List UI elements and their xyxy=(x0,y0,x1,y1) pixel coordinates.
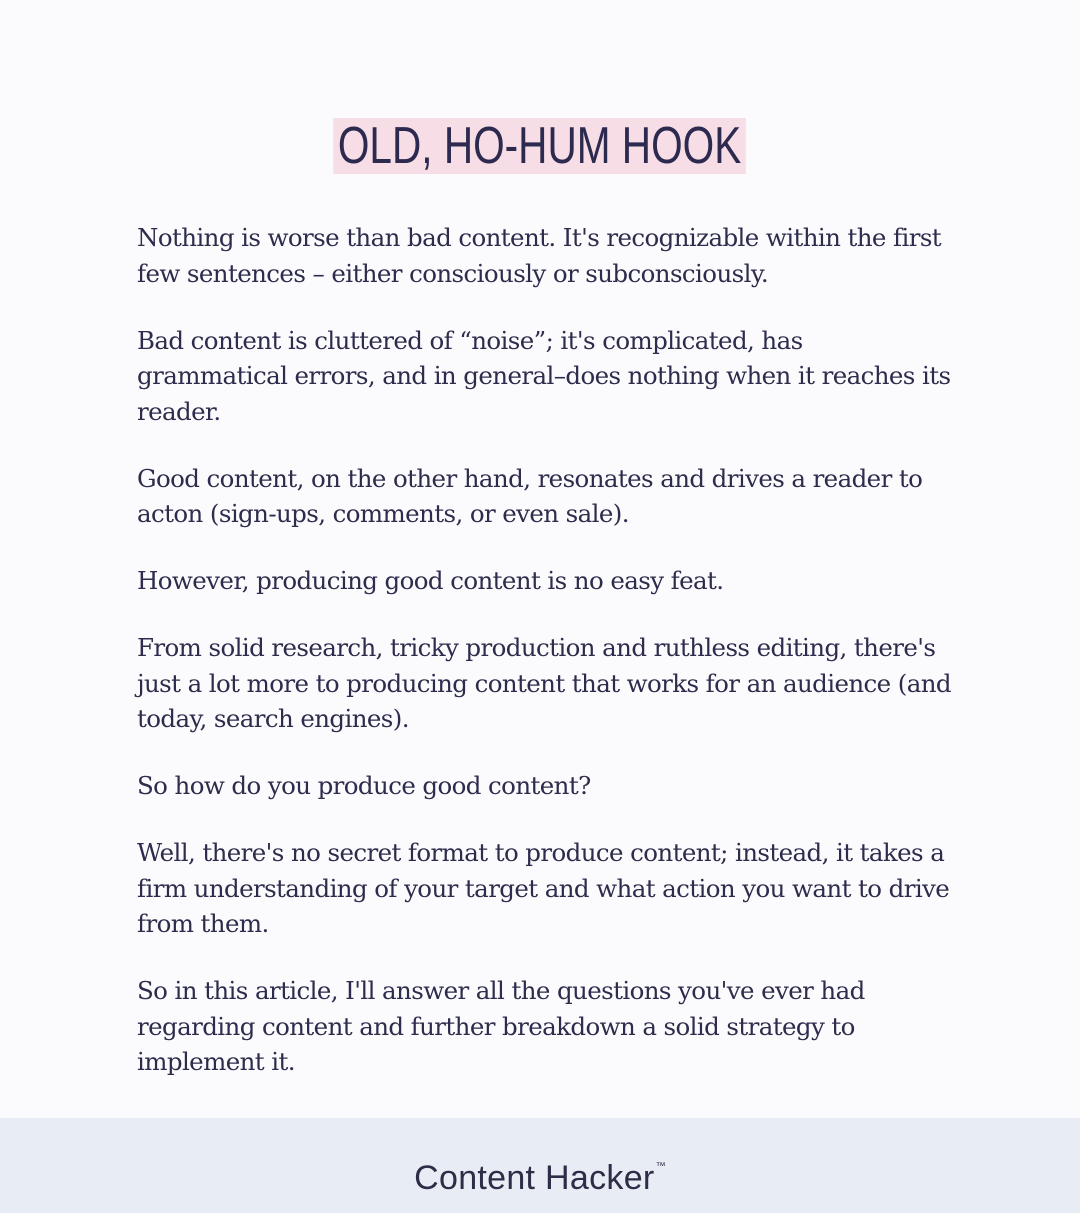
article-body xyxy=(137,220,957,1111)
brand-logo xyxy=(414,1148,666,1197)
paragraph-3: Good content, on the other hand, resonates and drives a reader to acton (sign-ups, comments, or even sale). xyxy=(137,463,923,528)
footer-bar xyxy=(0,1118,1080,1213)
paragraph-5: From solid research, tricky production and ruthless editing, there's just a lot more to producing content that works for an audience (and today, search engines). xyxy=(137,633,951,733)
page-title: OLD, HO-HUM HOOK xyxy=(334,118,747,174)
paragraph-4: However, producing good content is no easy feat. xyxy=(137,566,724,595)
paragraph-2: Bad content is cluttered of “noise”; it's complicated, has grammatical errors, and in general–does nothing when it reaches its reader. xyxy=(137,325,951,426)
trademark-symbol: ™ xyxy=(655,1161,666,1172)
paragraph-1: Nothing is worse than bad content. It's recognizable within the first few sentences – either consciously or subconsciously. xyxy=(137,223,942,288)
paragraph-7: Well, there's no secret format to produce content; instead, it takes a firm understanding of your target and what action you want to drive from them. xyxy=(137,838,950,938)
title-container xyxy=(0,118,1080,174)
paragraph-8: So in this article, I'll answer all the questions you've ever had regarding content and further breakdown a solid strategy to implement it. xyxy=(137,976,865,1076)
paragraph-6: So how do you produce good content? xyxy=(137,771,591,800)
brand-name: Content Hacker xyxy=(414,1159,655,1197)
